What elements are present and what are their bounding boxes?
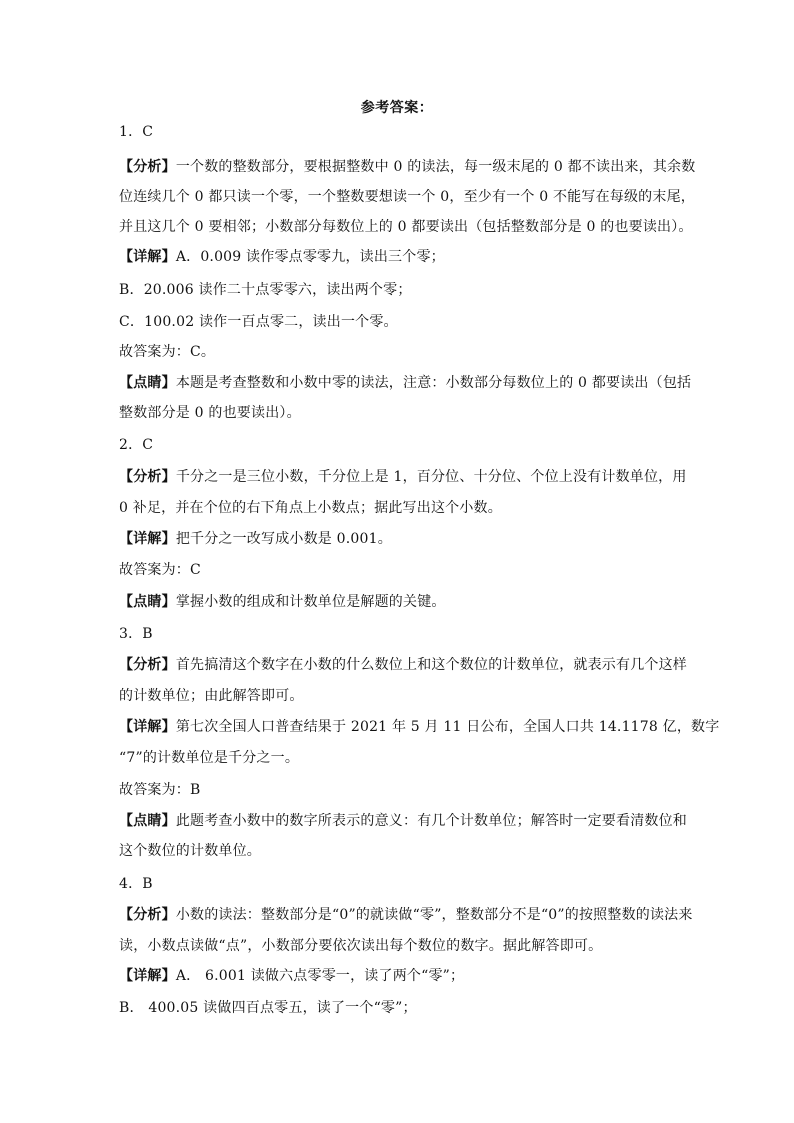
detail-line [119,529,685,549]
answer-number-1 [119,122,685,142]
line-text: 并且这几个 0 要相邻；小数部分每数位上的 0 都要读出（包括整数部分是 0 的也要读出）。 [119,219,693,235]
text-line [119,998,685,1018]
comment-tag: 【点睛】 [119,813,176,829]
detail-tag: 【详解】 [119,968,176,984]
line-text: 故答案为：C [119,562,201,578]
text-line [119,280,685,300]
answer-line [119,780,685,800]
text-line [119,403,685,423]
detail-tag: 【详解】 [119,531,176,547]
line-text: C．100.02 读作一百点零二，读出一个零。 [119,314,398,330]
line-text: 故答案为：B [119,782,201,798]
line-text: 千分之一是三位小数，千分位上是 1，百分位、十分位、个位上没有计数单位，用 [175,469,687,485]
line-text: 读，小数点读做“点”，小数部分要依次读出每个数位的数字。据此解答即可。 [119,938,603,954]
line-text: A． 6.001 读做六点零零一，读了两个“零”； [175,968,465,984]
line-text: 掌握小数的组成和计数单位是解题的关键。 [175,594,446,610]
text-line [119,217,693,237]
text-line [119,748,685,768]
text-line [119,498,685,518]
line-text: 此题考查小数中的数字所表示的意义：有几个计数单位；解答时一定要看清数位和 [175,813,688,829]
detail-line [119,717,720,737]
line-text: 0 补足，并在个位的右下角点上小数点；据此写出这个小数。 [119,500,502,516]
line-text: 的计数单位；由此解答即可。 [119,688,304,704]
answer-number-3 [119,624,685,644]
answer-number-2 [119,435,685,455]
page-title: 参考答案： [360,100,434,116]
analysis-line [119,905,693,925]
analysis-tag: 【分析】 [119,469,176,485]
line-text: “7”的计数单位是千分之一。 [119,750,300,766]
text-line [119,686,685,706]
line-text: 故答案为：C。 [119,344,216,360]
text-line [119,187,695,207]
line-text: 这个数位的计数单位。 [119,843,261,859]
detail-tag: 【详解】 [119,719,176,735]
line-text: 首先搞清这个数字在小数的什么数位上和这个数位的计数单位，就表示有几个这样 [175,657,688,673]
line-text: 把千分之一改写成小数是 0.001。 [175,531,392,547]
line-text: 3．B [119,626,153,642]
line-text: 一个数的整数部分，要根据整数中 0 的读法，每一级末尾的 0 都不读出来，其余数 [175,159,696,175]
text-line [119,936,685,956]
analysis-line [119,467,685,487]
detail-tag: 【详解】 [119,249,176,265]
answer-line [119,560,685,580]
analysis-tag: 【分析】 [119,159,176,175]
line-text: B．20.006 读作二十点零零六，读出两个零； [119,282,412,298]
detail-line [119,966,685,986]
analysis-tag: 【分析】 [119,907,176,923]
comment-line [119,373,692,393]
line-text: B． 400.05 读做四百点零五，读了一个“零”； [119,1000,417,1016]
comment-tag: 【点睛】 [119,594,176,610]
analysis-tag: 【分析】 [119,657,176,673]
line-text: 位连续几个 0 都只读一个零，一个整数要想读一个 0，至少有一个 0 不能写在每级的末尾， [119,189,695,205]
line-text: A．0.009 读作零点零零九，读出三个零； [175,249,445,265]
line-text: 4．B [119,876,153,892]
comment-line [119,811,688,831]
detail-line [119,247,685,267]
comment-line [119,592,685,612]
answer-line [119,342,685,362]
answer-number-4 [119,874,685,894]
line-text: 整数部分是 0 的也要读出）。 [119,405,301,421]
analysis-line [119,655,688,675]
text-line [119,312,685,332]
analysis-line [119,157,696,177]
line-text: 小数的读法：整数部分是“0”的就读做“零”，整数部分不是“0”的按照整数的读法来 [175,907,693,923]
comment-tag: 【点睛】 [119,375,176,391]
line-text: 第七次全国人口普查结果于 2021 年 5 月 11 日公布，全国人口共 14.1178 亿，数字 [175,719,720,735]
text-line [119,841,685,861]
line-text: 1．C [119,124,154,140]
line-text: 2．C [119,437,154,453]
line-text: 本题是考查整数和小数中零的读法，注意：小数部分每数位上的 0 都要读出（包括 [175,375,692,391]
